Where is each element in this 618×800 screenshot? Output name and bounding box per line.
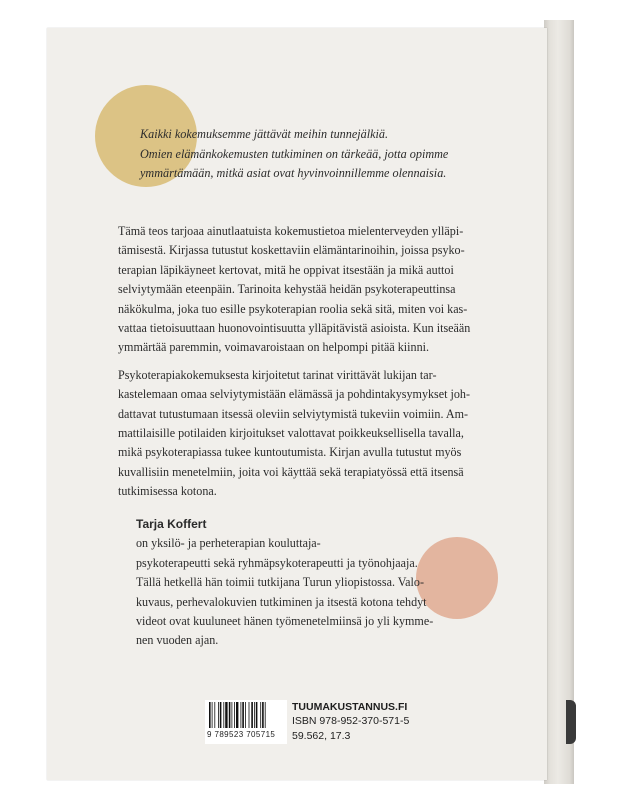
blurb-line: mikä psykoterapiassa tukee kuntoutumista. Kirjan avulla tutustut myös — [118, 445, 462, 460]
publisher-name: TUUMAKUSTANNUS.FI — [292, 701, 408, 713]
blurb-line: Tämä teos tarjoaa ainutlaatuista kokemustietoa mielenterveyden ylläpi- — [118, 224, 464, 238]
barcode — [205, 700, 287, 744]
blurb-line: tämisestä. Kirjassa tutustut koskettaviin elämäntarinoihin, joissa psyko- — [118, 243, 465, 258]
spine-logo-mark — [566, 700, 576, 744]
blurb — [118, 222, 496, 502]
blurb-line: kastelemaan omaa selviytymistään elämässä ja pohdintakysymykset joh- — [118, 387, 470, 402]
blurb-line: terapian läpikäyneet kertovat, mitä he oppivat itsestään ja mikä auttoi — [118, 262, 454, 277]
quote-line: Kaikki kokemuksemme jättävät meihin tunnejälkiä. — [140, 127, 389, 141]
author-bio-line: videot ovat kuuluneet hänen työmenetelmiinsä jo yli kymme- — [136, 614, 434, 629]
blurb-line: selviytymään eteenpäin. Tarinoita kehystää heidän psykoterapeuttinsa — [118, 282, 456, 297]
barcode-bars — [205, 700, 287, 730]
classification: 59.562, 17.3 — [292, 730, 351, 742]
blurb-line: näkökulma, joka tuo esille psykoterapian roolia sekä sitä, miten voi kas- — [118, 301, 468, 316]
author-bio-line — [136, 515, 476, 554]
blurb-line: ymmärtää paremmin, voimavaroistaan on helpompi pitää kiinni. — [118, 340, 429, 355]
book-spine — [544, 20, 574, 784]
author-bio — [136, 515, 476, 651]
barcode-digits: 9 789523 705715 — [207, 730, 276, 739]
blurb-line: kuvallisiin menetelmiin, joita voi käyttää sekä terapiatyössä että itsensä — [118, 464, 464, 479]
author-bio-first-line: on yksilö- ja perheterapian kouluttaja- — [136, 536, 321, 551]
author-bio-line: psykoterapeutti sekä ryhmäpsykoterapeutti ja työnohjaaja. — [136, 555, 418, 570]
publisher-info — [292, 700, 409, 744]
quote-line: ymmärtämään, mitkä asiat ovat hyvinvoinnillemme olennaisia. — [140, 166, 447, 180]
blurb-line: mattilaisille potilaiden kirjoitukset valottavat poikkeuksellisella tavalla, — [118, 426, 464, 441]
blurb-line: vattaa tietoisuuttaan huonovointisuutta ylläpitävistä asioista. Kun itseään — [118, 321, 471, 336]
author-bio-line: nen vuoden ajan. — [136, 633, 219, 648]
author-bio-line: kuvaus, perhevalokuvien tutkiminen ja itsestä kotona tehdyt — [136, 594, 427, 609]
blurb-line: Psykoterapiakokemuksesta kirjoitetut tarinat virittävät lukijan tar- — [118, 367, 437, 382]
cover-quote — [140, 125, 520, 184]
author-bio-line: Tällä hetkellä hän toimii tutkijana Turun yliopistossa. Valo- — [136, 575, 424, 590]
blurb-line: dattavat tutustumaan itsessä oleviin selviytymistä tukeviin voimiin. Am- — [118, 406, 469, 421]
isbn: ISBN 978-952-370-571-5 — [292, 715, 410, 727]
quote-line: Omien elämänkokemusten tutkiminen on tärkeää, jotta opimme — [140, 146, 449, 161]
blurb-line: tutkimisessa kotona. — [118, 484, 217, 499]
author-name: Tarja Koffert — [136, 517, 207, 531]
